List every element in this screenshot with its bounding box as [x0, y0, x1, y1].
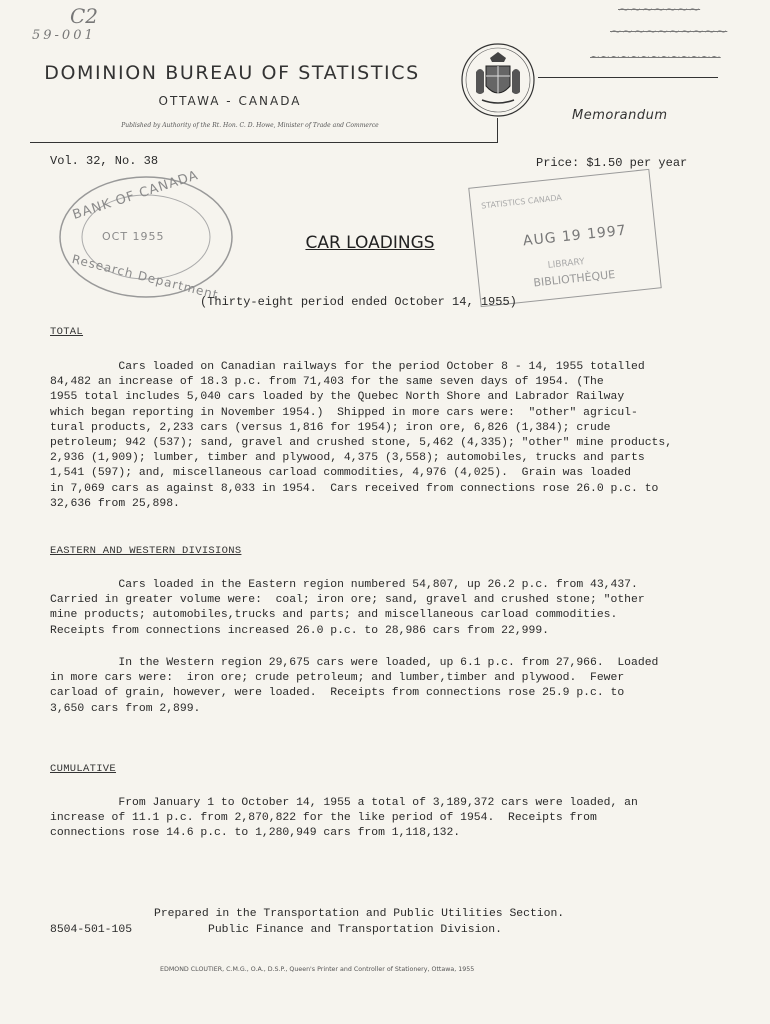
- western-paragraph: In the Western region 29,675 cars were loaded, up 6.1 p.c. from 27,966. Loaded in more cars were: iron ore; crude petroleum; and lumber,timber and plywood. Fewer carload of grain, however, were loaded. Receipts from connections rose 25.9 p.c. to 3,650 cars from 2,899.: [50, 657, 659, 715]
- letterhead-rule-right: [538, 77, 718, 78]
- library-stamp-bibliotheque: BIBLIOTHÈQUE: [532, 268, 616, 290]
- letterhead-rule-vertical: [497, 118, 498, 143]
- library-stamp-date: AUG 19 1997: [522, 222, 628, 250]
- library-stamp-header: STATISTICS CANADA: [480, 193, 563, 211]
- bureau-city: OTTAWA - CANADA: [158, 94, 302, 108]
- section-heading-total: TOTAL: [50, 326, 84, 338]
- cumulative-paragraph: From January 1 to October 14, 1955 a total of 3,189,372 cars were loaded, an increase of 11.1 p.c. from 2,870,822 for the like period of 1954. Receipts from connections rose 14.6 p.c. to 1,280,949 cars from 1,118,132.: [50, 797, 638, 840]
- coat-of-arms-icon: [460, 42, 536, 118]
- handwritten-note-code: 59-001: [32, 28, 96, 43]
- letterhead-rule-left: [30, 142, 498, 143]
- library-stamp-library: LIBRARY: [547, 257, 586, 271]
- total-paragraph: Cars loaded on Canadian railways for the period October 8 - 14, 1955 totalled 84,482 an increase of 18.3 p.c. from 71,403 for the same seven days of 1954. (The 1955 total includes 5,040 cars loaded by the Quebec North Shore and Labrador Railway which began reporting in November 1954.) Shipped in more cars were: "other" agricul- tural products, 2,233 cars (versus 1,816 for 1954); iron ore, 6,826 (1,384); crude petroleum; 942 (537); sand, gravel and crushed stone, 5,462 (4,335); "other" mine products, 2,936 (1,909); lumber, timber and plywood, 4,375 (3,558); automobiles, trucks and parts 1,541 (597); and, miscellaneous carload commodities, 4,976 (4,025). Grain was loaded in 7,069 cars as against 8,033 in 1954. Cars received from connections rose 26.0 p.c. to 32,636 from 25,898.: [50, 361, 673, 510]
- prepared-by-division: Public Finance and Transportation Division.: [208, 924, 502, 936]
- eastern-paragraph: Cars loaded in the Eastern region numbered 54,807, up 26.2 p.c. from 43,437. Carried in greater volume were: coal; iron ore; sand, gravel and crushed stone; "other mine products; automobiles,trucks and parts; and miscellaneous carload commodities. Receipts from connections increased 26.0 p.c. to 28,986 cars from 22,999.: [50, 579, 645, 637]
- handwritten-signature-1: ~~~~~~~: [618, 2, 701, 18]
- printer-credit: EDMOND CLOUTIER, C.M.G., O.A., D.S.P., Queen's Printer and Controller of Stationery, Ottawa, 1955: [160, 966, 475, 973]
- bureau-name: DOMINION BUREAU OF STATISTICS: [44, 62, 420, 84]
- bank-of-canada-stamp: [56, 168, 236, 302]
- stamp-date: OCT 1955: [102, 230, 165, 243]
- stamp-department: Research Department: [70, 252, 220, 302]
- authority-line: Published by Authority of the Rt. Hon. C. D. Howe, Minister of Trade and Commerce: [121, 122, 379, 129]
- library-stamp: [468, 169, 662, 307]
- handwritten-note-c2: C2: [70, 4, 99, 28]
- handwritten-signature-3: ~~~~~~~~~~~~~: [590, 50, 721, 64]
- price: Price: $1.50 per year: [536, 156, 688, 170]
- section-heading-cumulative: CUMULATIVE: [50, 763, 117, 775]
- document-code: 8504-501-105: [50, 924, 133, 936]
- memorandum-label: Memorandum: [572, 108, 668, 123]
- handwritten-signature-2: ~~~~~~~~~~: [610, 24, 728, 40]
- prepared-by-section: Prepared in the Transportation and Public Utilities Section.: [154, 908, 565, 920]
- volume-number: Vol. 32, No. 38: [50, 154, 159, 168]
- document-title: CAR LOADINGS: [305, 233, 435, 253]
- stamp-bank-name: BANK OF CANADA: [70, 168, 201, 223]
- section-heading-divisions: EASTERN AND WESTERN DIVISIONS: [50, 545, 242, 557]
- document-subtitle: (Thirty-eight period ended October 14, 1955): [200, 295, 517, 309]
